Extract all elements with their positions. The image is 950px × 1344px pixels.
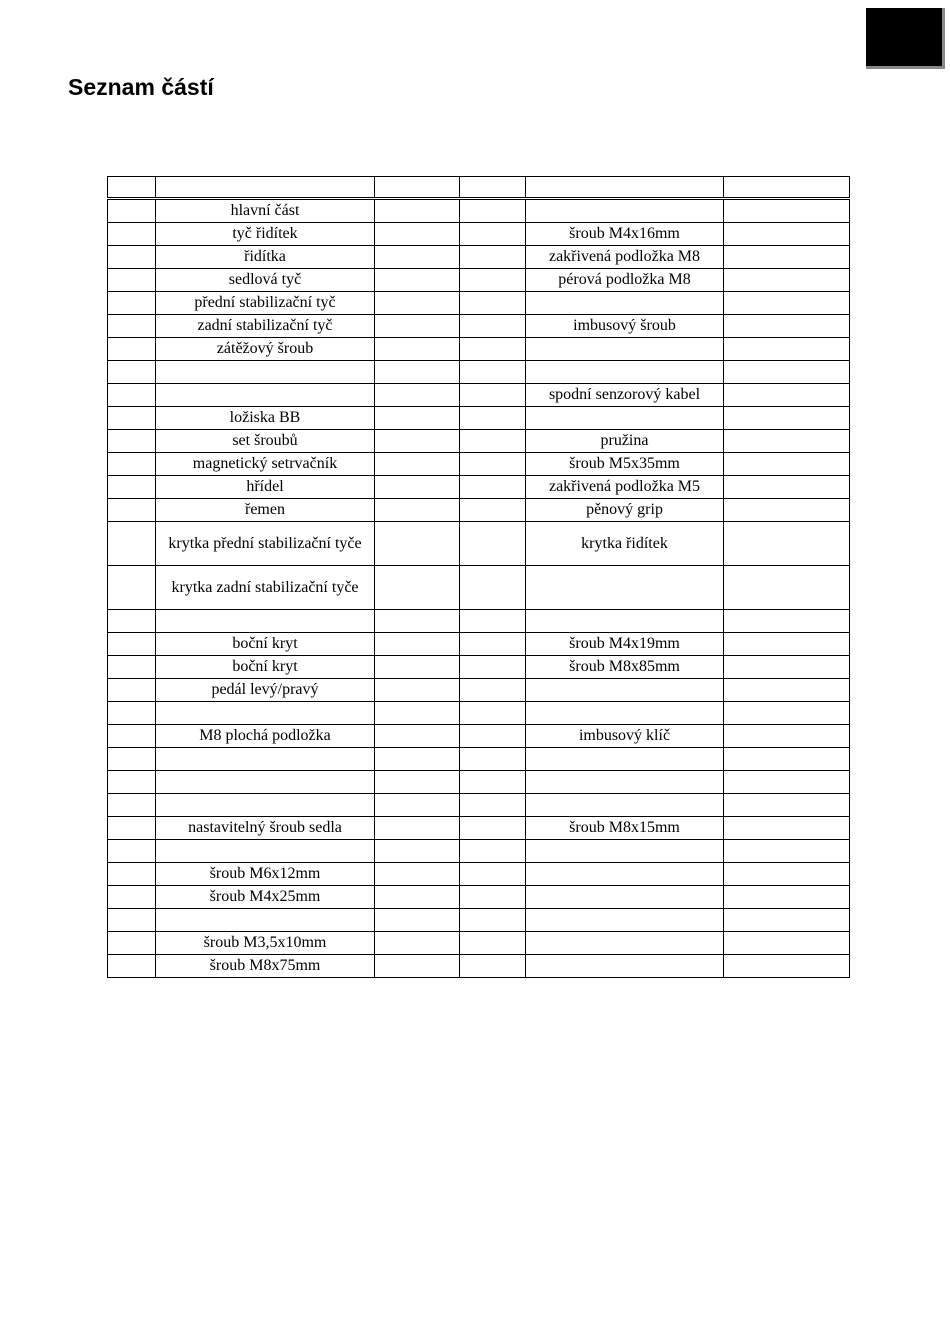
row-number-cell xyxy=(108,725,156,748)
quantity-cell xyxy=(375,771,460,794)
number-cell xyxy=(460,522,526,566)
table-row xyxy=(108,453,850,476)
number-cell xyxy=(460,909,526,932)
part-name-cell xyxy=(526,886,724,909)
table-row xyxy=(108,361,850,384)
number-cell xyxy=(460,453,526,476)
part-name-cell xyxy=(526,338,724,361)
part-name-cell: krytka zadní stabilizační tyče xyxy=(156,566,375,610)
part-name-cell: pérová podložka M8 xyxy=(526,269,724,292)
table-row xyxy=(108,246,850,269)
quantity-cell xyxy=(724,886,850,909)
quantity-cell xyxy=(724,633,850,656)
number-cell xyxy=(460,246,526,269)
quantity-cell xyxy=(724,656,850,679)
number-cell xyxy=(460,725,526,748)
part-name-cell: šroub M8x15mm xyxy=(526,817,724,840)
table-row xyxy=(108,656,850,679)
number-cell xyxy=(460,656,526,679)
quantity-cell xyxy=(375,384,460,407)
quantity-cell xyxy=(375,633,460,656)
table-row xyxy=(108,610,850,633)
number-cell xyxy=(460,794,526,817)
quantity-cell xyxy=(724,771,850,794)
table-row xyxy=(108,932,850,955)
number-cell xyxy=(460,702,526,725)
table-row xyxy=(108,384,850,407)
part-name-cell xyxy=(526,863,724,886)
header-cell xyxy=(724,177,850,199)
number-cell xyxy=(460,955,526,978)
quantity-cell xyxy=(375,430,460,453)
table-row xyxy=(108,407,850,430)
header-cell xyxy=(526,177,724,199)
parts-list-table xyxy=(107,176,850,978)
table-row xyxy=(108,794,850,817)
row-number-cell xyxy=(108,453,156,476)
part-name-cell xyxy=(156,610,375,633)
quantity-cell xyxy=(724,840,850,863)
part-name-cell xyxy=(526,909,724,932)
row-number-cell xyxy=(108,702,156,725)
table-row xyxy=(108,566,850,610)
part-name-cell xyxy=(526,702,724,725)
quantity-cell xyxy=(375,656,460,679)
part-name-cell xyxy=(156,771,375,794)
quantity-cell xyxy=(375,476,460,499)
part-name-cell xyxy=(526,748,724,771)
parts-table-body xyxy=(108,199,850,978)
corner-tab-marker xyxy=(866,8,945,69)
quantity-cell xyxy=(724,817,850,840)
quantity-cell xyxy=(375,955,460,978)
part-name-cell: magnetický setrvačník xyxy=(156,453,375,476)
quantity-cell xyxy=(375,794,460,817)
number-cell xyxy=(460,886,526,909)
part-name-cell: nastavitelný šroub sedla xyxy=(156,817,375,840)
part-name-cell xyxy=(526,679,724,702)
quantity-cell xyxy=(724,246,850,269)
part-name-cell: pružina xyxy=(526,430,724,453)
number-cell xyxy=(460,748,526,771)
number-cell xyxy=(460,679,526,702)
quantity-cell xyxy=(724,932,850,955)
part-name-cell xyxy=(156,384,375,407)
quantity-cell xyxy=(724,338,850,361)
row-number-cell xyxy=(108,679,156,702)
quantity-cell xyxy=(375,679,460,702)
part-name-cell: krytka řidítek xyxy=(526,522,724,566)
row-number-cell xyxy=(108,292,156,315)
quantity-cell xyxy=(724,909,850,932)
quantity-cell xyxy=(724,430,850,453)
number-cell xyxy=(460,932,526,955)
number-cell xyxy=(460,338,526,361)
number-cell xyxy=(460,771,526,794)
quantity-cell xyxy=(375,338,460,361)
quantity-cell xyxy=(724,292,850,315)
part-name-cell xyxy=(156,702,375,725)
row-number-cell xyxy=(108,269,156,292)
quantity-cell xyxy=(375,522,460,566)
part-name-cell xyxy=(526,199,724,223)
number-cell xyxy=(460,430,526,453)
number-cell xyxy=(460,315,526,338)
part-name-cell: spodní senzorový kabel xyxy=(526,384,724,407)
number-cell xyxy=(460,223,526,246)
table-row xyxy=(108,522,850,566)
table-row xyxy=(108,909,850,932)
quantity-cell xyxy=(724,863,850,886)
quantity-cell xyxy=(724,610,850,633)
quantity-cell xyxy=(375,499,460,522)
part-name-cell xyxy=(526,955,724,978)
row-number-cell xyxy=(108,223,156,246)
table-row xyxy=(108,886,850,909)
row-number-cell xyxy=(108,384,156,407)
part-name-cell xyxy=(156,840,375,863)
row-number-cell xyxy=(108,199,156,223)
part-name-cell: šroub M4x16mm xyxy=(526,223,724,246)
row-number-cell xyxy=(108,633,156,656)
row-number-cell xyxy=(108,909,156,932)
table-row xyxy=(108,338,850,361)
part-name-cell xyxy=(526,292,724,315)
part-name-cell xyxy=(156,909,375,932)
part-name-cell xyxy=(526,566,724,610)
quantity-cell xyxy=(724,223,850,246)
table-row xyxy=(108,955,850,978)
row-number-cell xyxy=(108,476,156,499)
quantity-cell xyxy=(375,886,460,909)
part-name-cell: pěnový grip xyxy=(526,499,724,522)
number-cell xyxy=(460,817,526,840)
quantity-cell xyxy=(375,361,460,384)
row-number-cell xyxy=(108,430,156,453)
part-name-cell: zadní stabilizační tyč xyxy=(156,315,375,338)
number-cell xyxy=(460,361,526,384)
quantity-cell xyxy=(724,679,850,702)
quantity-cell xyxy=(375,610,460,633)
quantity-cell xyxy=(375,269,460,292)
quantity-cell xyxy=(375,702,460,725)
part-name-cell xyxy=(526,840,724,863)
quantity-cell xyxy=(375,246,460,269)
quantity-cell xyxy=(724,384,850,407)
table-row xyxy=(108,430,850,453)
header-cell xyxy=(108,177,156,199)
table-row xyxy=(108,292,850,315)
number-cell xyxy=(460,566,526,610)
table-row xyxy=(108,771,850,794)
part-name-cell xyxy=(526,610,724,633)
part-name-cell: šroub M8x85mm xyxy=(526,656,724,679)
part-name-cell: zakřivená podložka M8 xyxy=(526,246,724,269)
number-cell xyxy=(460,199,526,223)
number-cell xyxy=(460,840,526,863)
part-name-cell: šroub M5x35mm xyxy=(526,453,724,476)
number-cell xyxy=(460,863,526,886)
header-cell xyxy=(460,177,526,199)
quantity-cell xyxy=(375,932,460,955)
number-cell xyxy=(460,292,526,315)
part-name-cell xyxy=(156,361,375,384)
row-number-cell xyxy=(108,566,156,610)
table-row xyxy=(108,199,850,223)
quantity-cell xyxy=(375,817,460,840)
part-name-cell xyxy=(526,407,724,430)
quantity-cell xyxy=(724,199,850,223)
part-name-cell: hlavní část xyxy=(156,199,375,223)
table-row xyxy=(108,476,850,499)
part-name-cell xyxy=(526,794,724,817)
quantity-cell xyxy=(724,407,850,430)
table-row xyxy=(108,315,850,338)
part-name-cell: imbusový šroub xyxy=(526,315,724,338)
row-number-cell xyxy=(108,794,156,817)
page-title: Seznam částí xyxy=(68,74,214,100)
header-cell xyxy=(156,177,375,199)
table-row xyxy=(108,725,850,748)
part-name-cell: šroub M3,5x10mm xyxy=(156,932,375,955)
part-name-cell: šroub M4x19mm xyxy=(526,633,724,656)
part-name-cell xyxy=(156,748,375,771)
part-name-cell: tyč řidítek xyxy=(156,223,375,246)
number-cell xyxy=(460,476,526,499)
table-header-row xyxy=(108,177,850,199)
quantity-cell xyxy=(724,315,850,338)
quantity-cell xyxy=(375,315,460,338)
quantity-cell xyxy=(375,223,460,246)
quantity-cell xyxy=(375,909,460,932)
part-name-cell: šroub M6x12mm xyxy=(156,863,375,886)
table-row xyxy=(108,702,850,725)
quantity-cell xyxy=(375,863,460,886)
header-cell xyxy=(375,177,460,199)
row-number-cell xyxy=(108,863,156,886)
row-number-cell xyxy=(108,315,156,338)
number-cell xyxy=(460,384,526,407)
quantity-cell xyxy=(724,748,850,771)
part-name-cell: řemen xyxy=(156,499,375,522)
part-name-cell: zátěžový šroub xyxy=(156,338,375,361)
quantity-cell xyxy=(375,292,460,315)
row-number-cell xyxy=(108,656,156,679)
part-name-cell: zakřivená podložka M5 xyxy=(526,476,724,499)
part-name-cell xyxy=(156,794,375,817)
quantity-cell xyxy=(724,453,850,476)
part-name-cell: set šroubů xyxy=(156,430,375,453)
row-number-cell xyxy=(108,610,156,633)
row-number-cell xyxy=(108,932,156,955)
quantity-cell xyxy=(724,269,850,292)
row-number-cell xyxy=(108,361,156,384)
quantity-cell xyxy=(724,361,850,384)
quantity-cell xyxy=(724,566,850,610)
part-name-cell: hřídel xyxy=(156,476,375,499)
quantity-cell xyxy=(375,199,460,223)
row-number-cell xyxy=(108,840,156,863)
part-name-cell: M8 plochá podložka xyxy=(156,725,375,748)
row-number-cell xyxy=(108,817,156,840)
row-number-cell xyxy=(108,771,156,794)
part-name-cell: boční kryt xyxy=(156,656,375,679)
row-number-cell xyxy=(108,246,156,269)
number-cell xyxy=(460,269,526,292)
quantity-cell xyxy=(724,702,850,725)
table-row xyxy=(108,499,850,522)
table-row xyxy=(108,633,850,656)
number-cell xyxy=(460,633,526,656)
part-name-cell: imbusový klíč xyxy=(526,725,724,748)
part-name-cell: pedál levý/pravý xyxy=(156,679,375,702)
quantity-cell xyxy=(724,725,850,748)
part-name-cell: řidítka xyxy=(156,246,375,269)
row-number-cell xyxy=(108,338,156,361)
table-row xyxy=(108,748,850,771)
quantity-cell xyxy=(724,955,850,978)
row-number-cell xyxy=(108,886,156,909)
number-cell xyxy=(460,610,526,633)
table-row xyxy=(108,817,850,840)
row-number-cell xyxy=(108,748,156,771)
part-name-cell: šroub M4x25mm xyxy=(156,886,375,909)
table-row xyxy=(108,863,850,886)
quantity-cell xyxy=(375,566,460,610)
row-number-cell xyxy=(108,522,156,566)
part-name-cell: šroub M8x75mm xyxy=(156,955,375,978)
quantity-cell xyxy=(375,407,460,430)
part-name-cell xyxy=(526,361,724,384)
table-row xyxy=(108,269,850,292)
quantity-cell xyxy=(724,794,850,817)
number-cell xyxy=(460,407,526,430)
part-name-cell: sedlová tyč xyxy=(156,269,375,292)
part-name-cell: přední stabilizační tyč xyxy=(156,292,375,315)
part-name-cell: krytka přední stabilizační tyče xyxy=(156,522,375,566)
part-name-cell xyxy=(526,771,724,794)
quantity-cell xyxy=(724,499,850,522)
quantity-cell xyxy=(724,476,850,499)
table-row xyxy=(108,223,850,246)
row-number-cell xyxy=(108,407,156,430)
table-row xyxy=(108,679,850,702)
part-name-cell xyxy=(526,932,724,955)
table-row xyxy=(108,840,850,863)
row-number-cell xyxy=(108,499,156,522)
number-cell xyxy=(460,499,526,522)
part-name-cell: boční kryt xyxy=(156,633,375,656)
row-number-cell xyxy=(108,955,156,978)
quantity-cell xyxy=(724,522,850,566)
quantity-cell xyxy=(375,453,460,476)
part-name-cell: ložiska BB xyxy=(156,407,375,430)
quantity-cell xyxy=(375,840,460,863)
quantity-cell xyxy=(375,748,460,771)
quantity-cell xyxy=(375,725,460,748)
